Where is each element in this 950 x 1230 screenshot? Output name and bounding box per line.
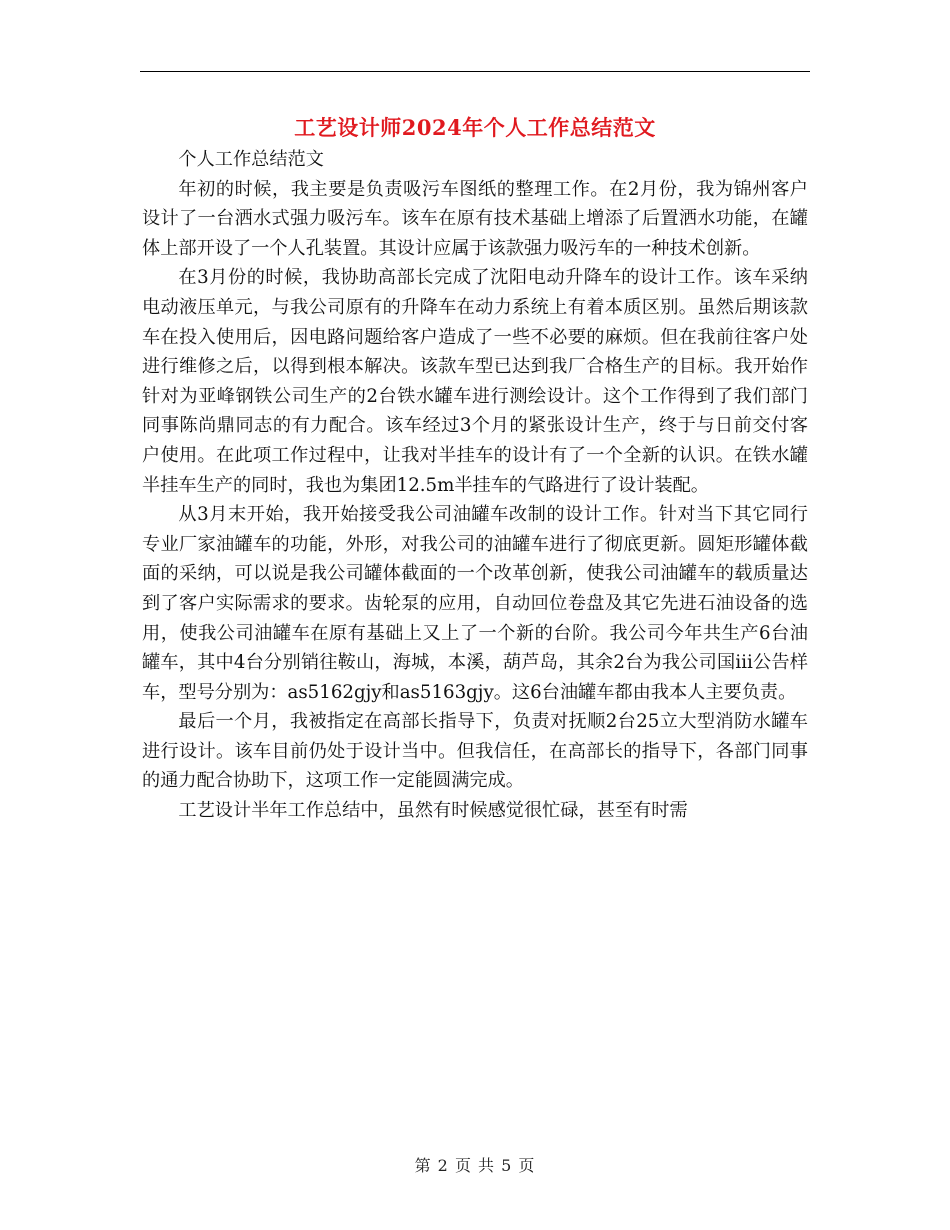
paragraph: 最后一个月，我被指定在高部长指导下，负责对抚顺2台25立大型消防水罐车进行设计。该车目前仍处于设计当中。但我信任，在高部长的指导下，各部门同事的通力配合协助下，这项工作一定能圆满完成。 xyxy=(142,711,808,792)
paragraph: 年初的时候，我主要是负责吸污车图纸的整理工作。在2月份，我为锦州客户设计了一台洒水式强力吸污车。该车在原有技术基础上增添了后置洒水功能，在罐体上部开设了一个人孔装置。其设计应属于该款强力吸污车的一种技术创新。 xyxy=(142,178,808,259)
page-number-footer: 第 2 页 共 5 页 xyxy=(414,1156,536,1175)
document-body xyxy=(142,145,808,826)
paragraph: 在3月份的时候，我协助高部长完成了沈阳电动升降车的设计工作。该车采纳电动液压单元，与我公司原有的升降车在动力系统上有着本质区别。虽然后期该款车在投入使用后，因电路问题给客户造成了一些不必要的麻烦。但在我前往客户处进行维修之后，以得到根本解决。该款车型已达到我厂合格生产的目标。我开始作针对为亚峰钢铁公司生产的2台铁水罐车进行测绘设计。这个工作得到了我们部门同事陈尚鼎同志的有力配合。该车经过3个月的紧张设计生产，终于与日前交付客户使用。在此项工作过程中，让我对半挂车的设计有了一个全新的认识。在铁水罐半挂车生产的同时，我也为集团12.5m半挂车的气路进行了设计装配。 xyxy=(142,267,808,496)
header-rule xyxy=(140,71,810,72)
paragraph: 从3月末开始，我开始接受我公司油罐车改制的设计工作。针对当下其它同行专业厂家油罐车的功能，外形，对我公司的油罐车进行了彻底更新。圆矩形罐体截面的采纳，可以说是我公司罐体截面的一个改革创新，使我公司油罐车的载质量达到了客户实际需求的要求。齿轮泵的应用，自动回位卷盘及其它先进石油设备的选用，使我公司油罐车在原有基础上又上了一个新的台阶。我公司今年共生产6台油罐车，其中4台分别销往鞍山，海城，本溪，葫芦岛，其余2台为我公司国ⅲ公告样车，型号分别为：as5162gjy和as5163gjy。这6台油罐车都由我本人主要负责。 xyxy=(142,504,808,703)
paragraph: 工艺设计半年工作总结中，虽然有时候感觉很忙碌，甚至有时需 xyxy=(178,800,688,822)
document-title: 工艺设计师2024年个人工作总结范文 xyxy=(294,115,656,140)
paragraph-subtitle: 个人工作总结范文 xyxy=(178,149,324,170)
